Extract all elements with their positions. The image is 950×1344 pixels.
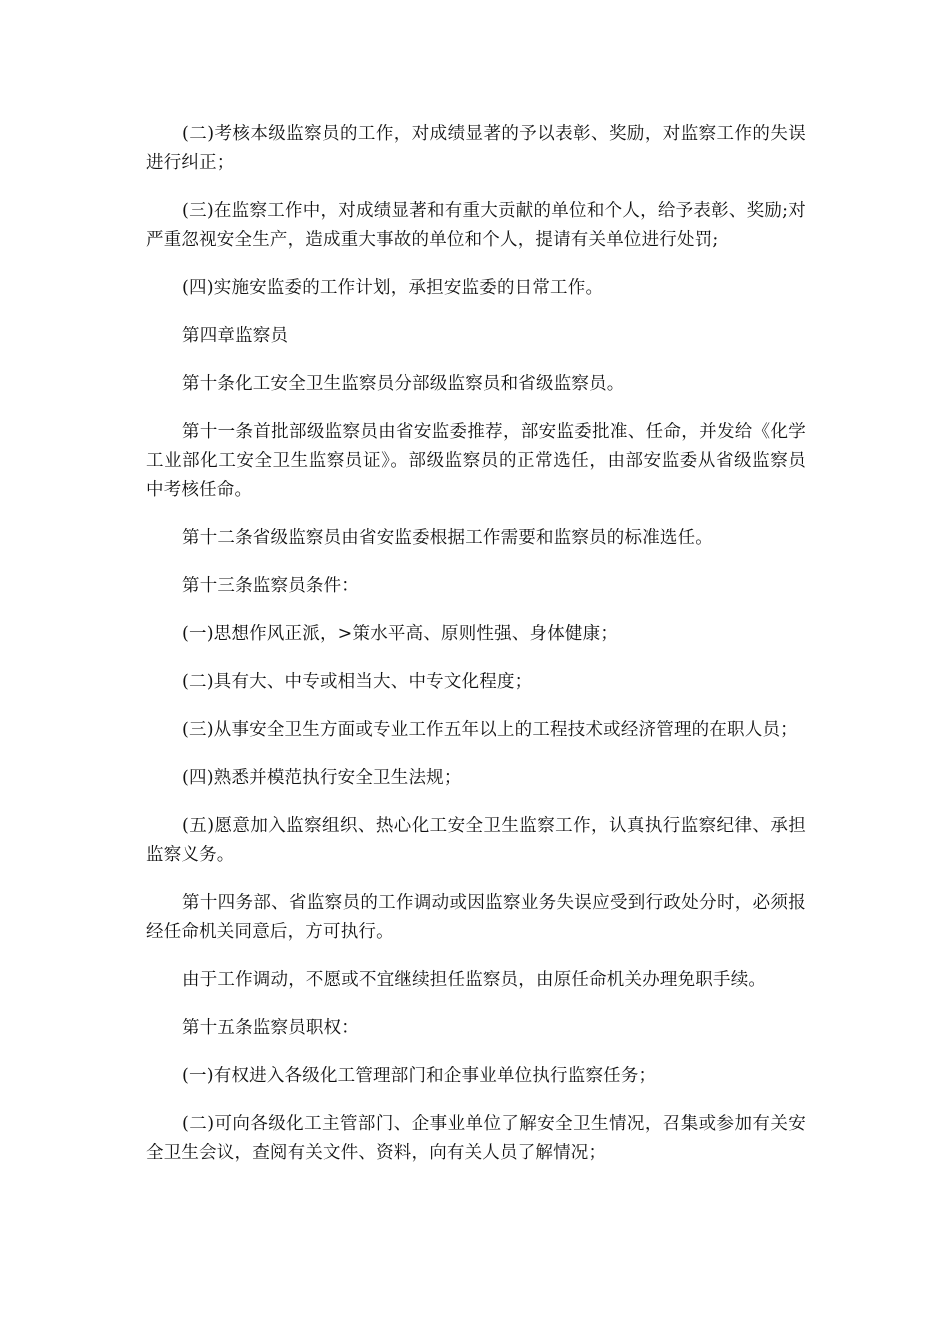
list-item: (五)愿意加入监察组织、热心化工安全卫生监察工作，认真执行监察纪律、承担监察义务。 [146,816,806,865]
list-item: (一)有权进入各级化工管理部门和企事业单位执行监察任务； [182,1066,657,1086]
list-item: (二)可向各级化工主管部门、企事业单位了解安全卫生情况，召集或参加有关安全卫生会议，查阅有关文件、资料，向有关人员了解情况； [146,1114,806,1163]
document-body [146,120,806,1187]
article-paragraph: 第十一条首批部级监察员由省安监委推荐，部安监委批准、任命，并发给《化学工业部化工安全卫生监察员证》。部级监察员的正常选任，由部安监委从省级监察员中考核任命。 [146,422,806,500]
list-item: (三)从事安全卫生方面或专业工作五年以上的工程技术或经济管理的在职人员； [182,720,798,740]
paragraph: (二)考核本级监察员的工作，对成绩显著的予以表彰、奖励，对监察工作的失误进行纠正； [146,124,806,173]
chapter-heading: 第四章监察员 [182,326,289,346]
list-item: (一)思想作风正派，>策水平高、原则性强、身体健康； [182,624,619,644]
list-item: (四)熟悉并模范执行安全卫生法规； [182,768,462,788]
article-paragraph: 第十条化工安全卫生监察员分部级监察员和省级监察员。 [182,374,625,394]
paragraph: 由于工作调动，不愿或不宜继续担任监察员，由原任命机关办理免职手续。 [182,970,767,990]
article-paragraph: 第十五条监察员职权： [182,1018,359,1038]
list-item: (二)具有大、中专或相当大、中专文化程度； [182,672,533,692]
article-paragraph: 第十三条监察员条件： [182,576,359,596]
paragraph: (四)实施安监委的工作计划，承担安监委的日常工作。 [182,278,604,298]
paragraph: (三)在监察工作中，对成绩显著和有重大贡献的单位和个人，给予表彰、奖励;对严重忽视安全生产，造成重大事故的单位和个人，提请有关单位进行处罚; [146,201,806,250]
article-paragraph: 第十四务部、省监察员的工作调动或因监察业务失误应受到行政处分时，必须报经任命机关同意后，方可执行。 [146,893,806,942]
article-paragraph: 第十二条省级监察员由省安监委根据工作需要和监察员的标准选任。 [182,528,713,548]
